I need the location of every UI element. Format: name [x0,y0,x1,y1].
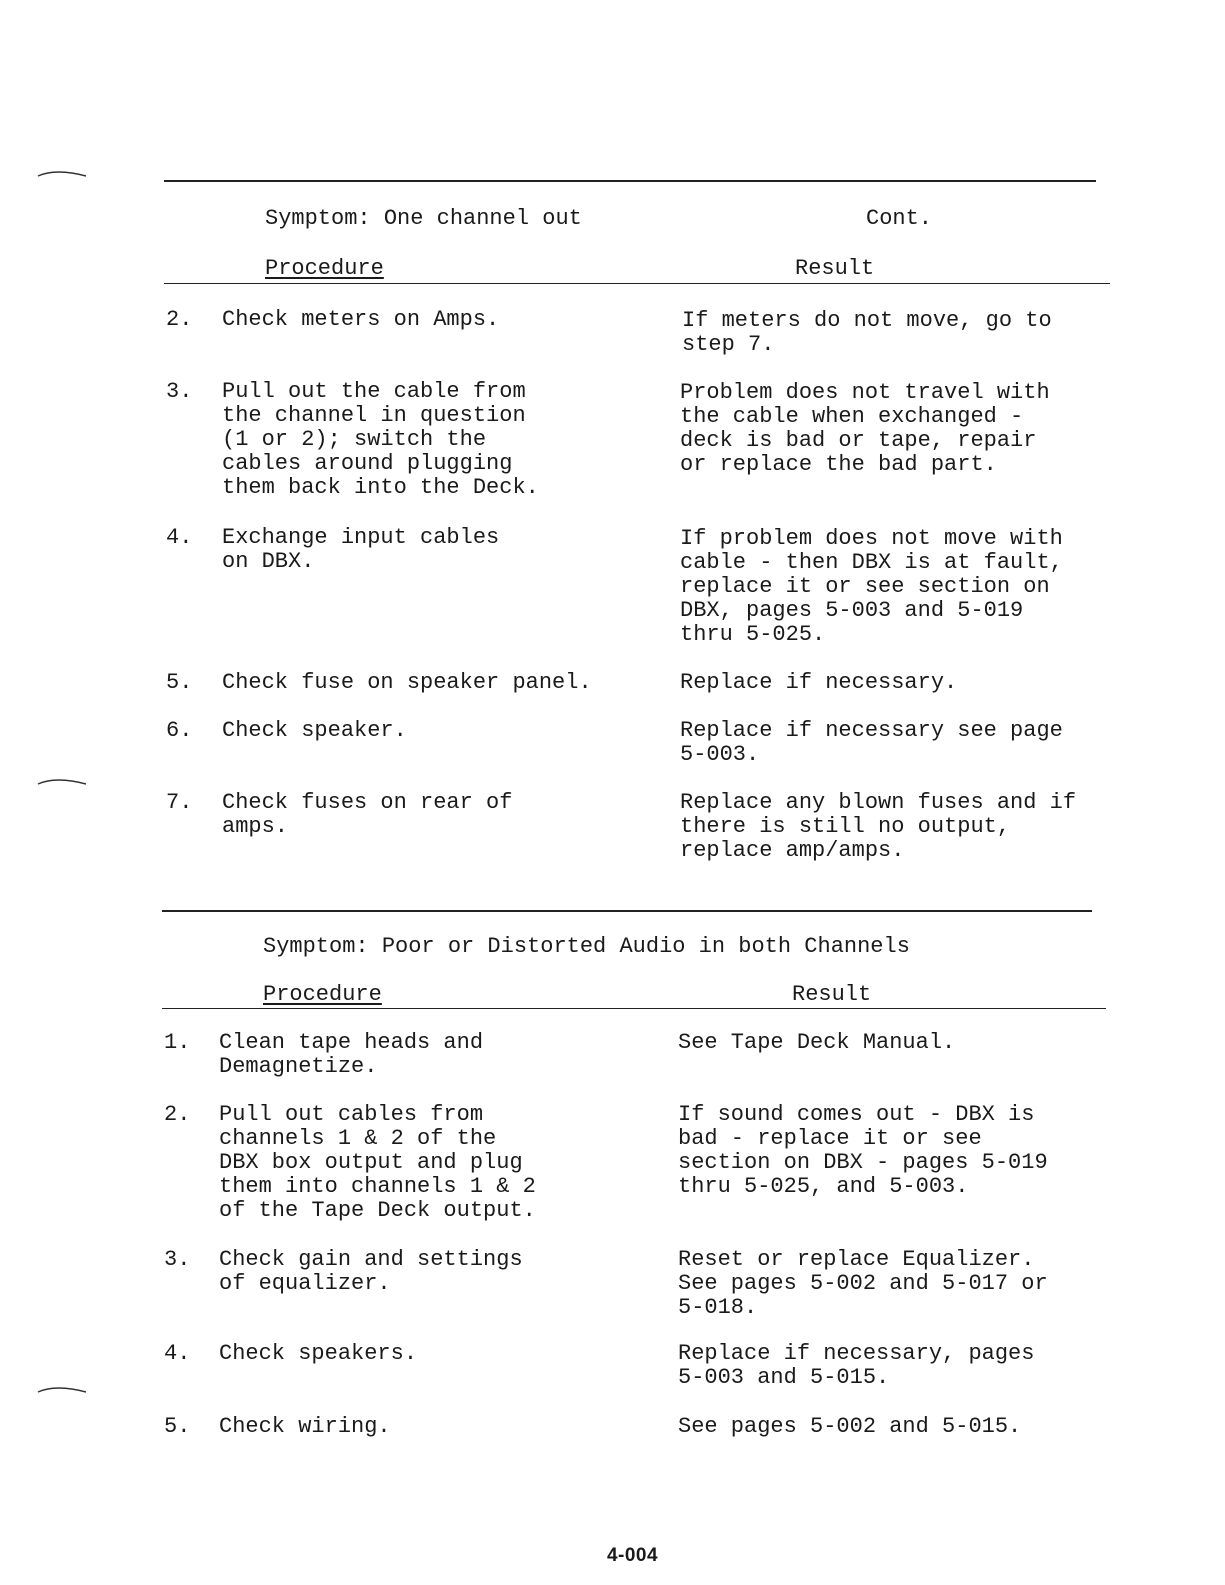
step-procedure: Pull out cables from channels 1 & 2 of the DBX box output and plug them into channels 1 & 2 of the Tape Deck output. [219,1102,536,1223]
step-result: Replace any blown fuses and if there is still no output, replace amp/amps. [680,790,1077,863]
result-header: Result [795,256,875,281]
step-procedure: Exchange input cables on DBX. [222,525,500,574]
step-number: 2. [166,307,193,332]
step-result: Replace if necessary see page 5-003. [680,718,1063,767]
step-result: Replace if necessary, pages 5-003 and 5-015. [678,1341,1035,1390]
step-procedure: Check speaker. [222,718,407,743]
header-rule [164,283,1110,284]
result-header: Result [792,982,872,1007]
step-procedure: Clean tape heads and Demagnetize. [219,1030,484,1079]
step-procedure: Check speakers. [219,1341,418,1366]
procedure-header: Procedure [265,256,384,281]
step-procedure: Pull out the cable from the channel in question (1 or 2); switch the cables around plugging them back into the Deck. [222,379,539,500]
step-procedure: Check wiring. [219,1414,391,1439]
step-result: Problem does not travel with the cable when exchanged - deck is bad or tape, repair or replace the bad part. [680,380,1050,477]
step-procedure: Check gain and settings of equalizer. [219,1247,523,1296]
symptom-title: Symptom: One channel out [265,206,582,231]
symptom-title: Symptom: Poor or Distorted Audio in both Channels [263,934,910,959]
step-result: If meters do not move, go to step 7. [682,308,1052,357]
step-number: 7. [166,790,193,815]
margin-mark [36,774,88,788]
header-rule [162,1008,1106,1009]
step-procedure: Check fuses on rear of amps. [222,790,513,839]
step-result: If sound comes out - DBX is bad - replace it or see section on DBX - pages 5-019 thru 5-025, and 5-003. [678,1102,1048,1199]
step-result: Reset or replace Equalizer. See pages 5-002 and 5-017 or 5-018. [678,1247,1048,1320]
step-result: See Tape Deck Manual. [678,1030,956,1055]
section-top-rule [162,910,1092,912]
step-number: 6. [166,718,193,743]
step-procedure: Check meters on Amps. [222,307,500,332]
step-result: See pages 5-002 and 5-015. [678,1414,1022,1439]
margin-mark [36,1382,88,1396]
step-number: 3. [164,1247,191,1272]
step-result: Replace if necessary. [680,670,958,695]
step-number: 4. [166,525,193,550]
section-top-rule [164,180,1096,182]
step-number: 2. [164,1102,191,1127]
step-number: 1. [164,1030,191,1055]
procedure-header: Procedure [263,982,382,1007]
step-number: 5. [164,1414,191,1439]
continued-label: Cont. [866,206,933,231]
margin-mark [36,166,88,180]
step-number: 3. [166,379,193,404]
step-number: 4. [164,1341,191,1366]
step-procedure: Check fuse on speaker panel. [222,670,592,695]
page-number: 4-004 [606,1545,659,1566]
step-number: 5. [166,670,193,695]
step-result: If problem does not move with cable - then DBX is at fault, replace it or see section on DBX, pages 5-003 and 5-019 thru 5-025. [680,526,1063,647]
